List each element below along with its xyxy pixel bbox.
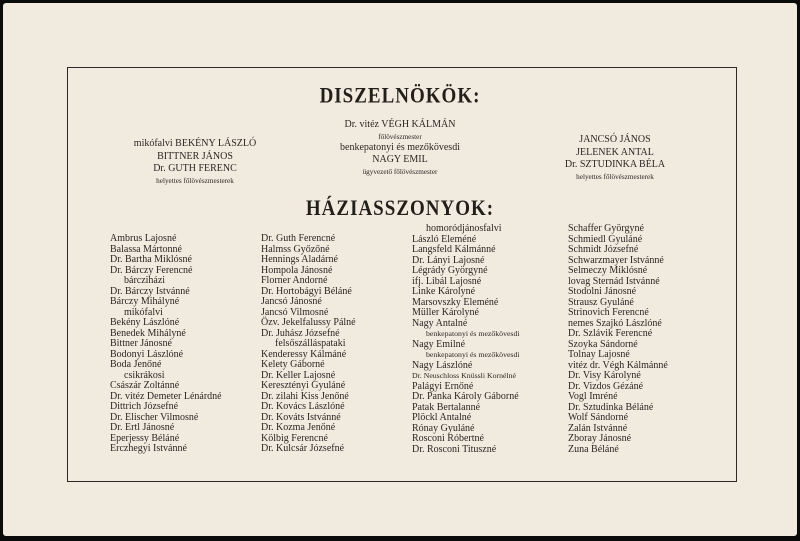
hostess-name: Dr. Keller Lajosné <box>261 369 336 381</box>
hostess-name: Palágyi Ernőné <box>412 380 474 392</box>
hostess-name: Szoyka Sándorné <box>568 338 638 350</box>
hostess-name: Linke Károlyné <box>412 286 476 297</box>
hostess-name: Schaffer Györgyné <box>568 223 644 234</box>
hostess-name: Florner Andorné <box>261 275 328 286</box>
hostess-name: Özv. Jekelfalussy Pálné <box>261 317 356 328</box>
hostess-name: Stodolni Jánosné <box>568 286 637 297</box>
hostess-name: Bekény Lászlóné <box>110 317 180 328</box>
hostess-name: Langsfeld Kálmánné <box>412 244 496 255</box>
hostess-name: Plöckl Antalné <box>412 412 472 423</box>
hostess-name: Kölbig Ferencné <box>261 432 328 444</box>
hostess-name: Patak Bertalanné <box>412 401 481 413</box>
hostess-name: Kelety Gáborné <box>261 359 325 370</box>
president-name: JELENEK ANTAL <box>576 146 654 158</box>
hostess-name: Jancsó Vilmosné <box>261 306 329 318</box>
hostess-name: Dr. Bárczy Ferencné <box>110 264 193 276</box>
honorary-presidents-left <box>95 138 295 186</box>
hostess-name: Dr. Bartha Miklósné <box>110 254 192 265</box>
hostess-name: Dr. Bárczy Istvánné <box>110 285 190 297</box>
hostess-name: Dr. Vizdos Gézáné <box>568 380 644 392</box>
hostess-name: Strausz Gyuláné <box>568 296 634 308</box>
hostess-name: Hompola Jánosné <box>261 264 333 276</box>
president-name: JANCSÓ JÁNOS <box>579 134 651 145</box>
hostess-name: Müller Károlyné <box>412 307 479 318</box>
hostess-name: homoródjánosfalvi <box>426 223 502 234</box>
hostess-name: Tolnay Lajosné <box>568 349 630 360</box>
hostess-name: Schmidt Józsefné <box>568 244 639 255</box>
hostess-name: Dr. Szlávik Ferencné <box>568 328 653 339</box>
hostess-name: vitéz dr. Végh Kálmánné <box>568 359 668 371</box>
hostess-name: Rosconi Róbertné <box>412 433 484 444</box>
hostess-name: Balassa Mártonné <box>110 243 182 255</box>
hostess-name: Schmiedl Gyuláné <box>568 233 643 245</box>
president-role: főlövészmester <box>378 132 422 141</box>
hostess-name: Dr. Neuschloss Knüssli Kornélné <box>412 371 516 380</box>
hostess-name: Wolf Sándorné <box>568 412 629 423</box>
hostess-name: Dr. Kováts Istvánné <box>261 411 341 423</box>
hostesses-title: HÁZIASSZONYOK: <box>305 196 495 221</box>
hostess-name: Marsovszky Eleméné <box>412 296 499 308</box>
hostess-name: Keresztényi Gyuláné <box>261 380 346 391</box>
hostess-name: nemes Szajkó Lászlóné <box>568 317 662 329</box>
hostess-name: Bittner Jánosné <box>110 338 172 349</box>
hostess-name: Nagy Emilné <box>412 338 466 350</box>
hostess-name: Erczhegyi Istvánné <box>110 443 187 454</box>
president-name: Dr. GUTH FERENC <box>153 163 237 174</box>
hostess-name: Dr. zilahi Kiss Jenőné <box>261 390 349 402</box>
president-origin: benkepatonyi és mezőkövesdi <box>340 141 460 153</box>
president-name: mikófalvi BEKÉNY LÁSZLÓ <box>133 138 257 149</box>
hostess-name: Benedek Mihályné <box>110 327 186 339</box>
hostess-name: Zboray Jánosné <box>568 433 632 444</box>
hostess-name: Rónay Gyuláné <box>412 422 475 434</box>
hostess-name: Dr. Guth Ferencné <box>261 233 336 244</box>
hostess-name: László Eleméné <box>412 233 477 245</box>
hostess-name: Zuna Béláné <box>568 443 619 455</box>
president-role: helyettes főlövészmesterek <box>576 172 654 181</box>
hostesses-column-4 <box>568 224 668 455</box>
hostess-name: Dittrich Józsefné <box>110 401 179 412</box>
hostess-name: Bárczy Mihályné <box>110 296 180 307</box>
hostess-name: Boda Jenőné <box>110 359 162 370</box>
hostess-name: benkepatonyi és mezőkövesdi <box>426 350 520 359</box>
president-name: Dr. vitéz VÉGH KÁLMÁN <box>344 119 456 130</box>
honorary-presidents-title: DISZELNÖKÖK: <box>319 84 481 109</box>
hostess-name: Vogl Imréné <box>568 391 618 402</box>
hostess-name: Hennings Aladárné <box>261 254 338 265</box>
hostess-name: mikófalvi <box>124 306 163 318</box>
hostess-name: Kenderessy Kálmáné <box>261 348 347 360</box>
hostess-name: Nagy Lászlóné <box>412 359 473 371</box>
hostess-name: Dr. Hortobágyi Béláné <box>261 285 352 297</box>
hostess-name: Dr. Kulcsár Józsefné <box>261 443 345 454</box>
president-role: ügyvezető főlövészmester <box>362 167 438 176</box>
hostess-name: Dr. Visy Károlyné <box>568 370 641 381</box>
hostesses-column-1 <box>110 234 222 455</box>
hostess-name: Eperjessy Béláné <box>110 432 180 444</box>
hostess-name: Dr. Elischer Vilmosné <box>110 411 199 423</box>
hostess-name: Dr. vitéz Demeter Lénárdné <box>110 390 222 402</box>
hostess-name: Dr. Juhász Józsefné <box>261 327 340 339</box>
president-name: NAGY EMIL <box>372 154 428 165</box>
hostess-name: Strinovich Ferencné <box>568 307 649 318</box>
hostess-name: Halmss Győzőné <box>261 243 330 255</box>
hostess-name: Zalán Istvánné <box>568 422 628 434</box>
honorary-presidents-center <box>300 119 500 177</box>
hostess-name: Nagy Antalné <box>412 317 468 329</box>
hostess-name: Dr. Lányi Lajosné <box>412 254 485 266</box>
hostess-name: Selmeczy Miklósné <box>568 265 648 276</box>
hostesses-column-2 <box>261 234 356 455</box>
hostess-name: Ambrus Lajosné <box>110 233 177 244</box>
president-name: BITTNER JÁNOS <box>157 150 233 162</box>
hostess-name: Schwarzmayer Istvánné <box>568 254 664 266</box>
hostess-name: felsőszálláspataki <box>275 338 346 349</box>
hostess-name: Császár Zoltánné <box>110 380 180 391</box>
hostess-name: Bodonyi Lászlóné <box>110 348 184 360</box>
honorary-presidents-right <box>515 134 715 182</box>
hostess-name: csikrákosi <box>124 369 165 381</box>
hostess-name: benkepatonyi és mezőkövesdi <box>426 329 520 338</box>
hostess-name: Dr. Kozma Jenőné <box>261 422 336 433</box>
hostess-name: bárcziházi <box>124 275 166 286</box>
hostess-name: Dr. Kovács Lászlóné <box>261 401 345 412</box>
hostess-name: Jancsó Jánosné <box>261 296 322 307</box>
hostess-name: lovag Sternád Istvánné <box>568 275 660 287</box>
president-role: helyettes főlövészmesterek <box>156 176 234 185</box>
hostess-name: Dr. Ertl Jánosné <box>110 422 175 433</box>
hostess-name: Dr. Rosconi Tituszné <box>412 443 497 455</box>
hostess-name: Dr. Panka Károly Gáborné <box>412 391 519 402</box>
hostess-name: Légrády Györgyné <box>412 265 488 276</box>
hostess-name: Dr. Sztudinka Béláné <box>568 401 654 413</box>
hostess-name: ifj. Libál Lajosné <box>412 275 482 287</box>
hostesses-column-3 <box>412 224 520 455</box>
president-name: Dr. SZTUDINKA BÉLA <box>564 159 666 170</box>
